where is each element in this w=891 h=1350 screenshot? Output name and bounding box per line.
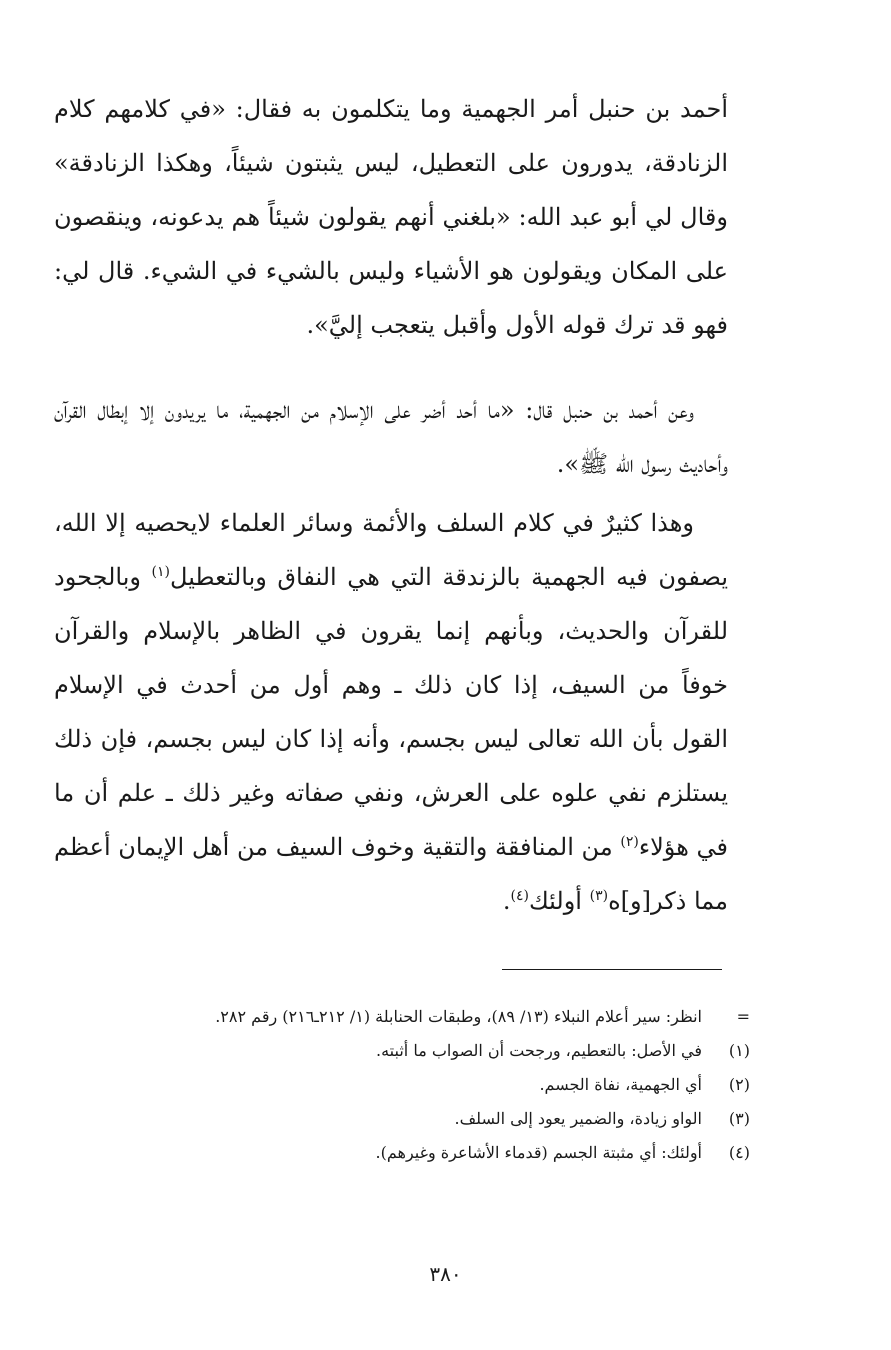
footnote-ref-1[interactable]: (١): [151, 564, 171, 580]
footnote-3: [70, 1102, 750, 1136]
paragraph-3-text-1: وهذا كثيرٌ في كلام السلف والأئمة وسائر العلماء لايحصيه إلا الله، يصفون فيه الجهمية بالزندقة التي هي النفاق وبالتعطيل: [54, 509, 729, 591]
footnote-number: (٢): [728, 1075, 750, 1094]
footnote-continuation: [70, 1000, 750, 1034]
footnote-4: [70, 1136, 750, 1170]
footnote-ref-3[interactable]: (٣): [589, 888, 609, 904]
footnote-text: أي الجهمية، نفاة الجسم.: [539, 1075, 702, 1094]
footnote-text: انظر: سير أعلام النبلاء (١٣/ ٨٩)، وطبقات الحنابلة (١/ ٢١٢ـ٢١٦) رقم ٢٨٢.: [215, 1007, 702, 1026]
footnote-ref-2[interactable]: (٢): [620, 834, 639, 850]
paragraph-3-text-2: وبالجحود للقرآن والحديث، وبأنهم إنما يقرون في الظاهر بالإسلام والقرآن خوفاً من السيف، إذا كان ذلك ـ وهم أول من أحدث في الإسلام القول بأن الله تعالى ليس بجسم، وأنه إذا كان ليس بجسم، فإن ذلك يستلزم نفي علوه على العرش، ونفي صفاته وغير ذلك ـ علم أن ما في هؤلاء: [54, 563, 728, 861]
paragraph-3-text-5: .: [502, 887, 511, 915]
footnote-ref-4[interactable]: (٤): [510, 888, 529, 904]
footnote-number: (٣): [728, 1109, 750, 1128]
footnote-number: (١): [728, 1041, 750, 1060]
paragraph-2: وعن أحمد بن حنبل قال: «ما أحد أضر على الإسلام من الجهمية، ما يريدون إلا إبطال القرآن وأحاديث رسول الله ﷺ».: [54, 396, 728, 478]
footnote-text: الواو زيادة، والضمير يعود إلى السلف.: [454, 1109, 702, 1128]
footnotes: [70, 1000, 750, 1170]
paragraph-3-text-3: من المنافقة والتقية وخوف السيف من أهل الإيمان أعظم مما ذكر[و]ه: [54, 833, 728, 915]
footnote-text: أولئك: أي مثبتة الجسم (قدماء الأشاعرة وغيرهم).: [375, 1143, 702, 1162]
paragraph-1: أحمد بن حنبل أمر الجهمية وما يتكلمون به فقال: «في كلامهم كلام الزنادقة، يدورون على التعطيل، ليس يثبتون شيئاً، وهكذا الزنادقة» وقال لي أبو عبد الله: «بلغني أنهم يقولون شيئاً هم يدعونه، وينقصون على المكان ويقولون هو الأشياء وليس بالشيء في الشيء. قال لي: فهو قد ترك قوله الأول وأقبل يتعجب إليَّ».: [54, 95, 729, 339]
footnote-number: (٤): [728, 1143, 750, 1162]
page-number: ٣٨٠: [429, 1262, 462, 1286]
footnote-divider: [502, 969, 722, 970]
paragraph-3: [54, 496, 728, 928]
footnote-1: [70, 1034, 750, 1068]
paragraph-3-text-4: أولئك: [528, 887, 590, 915]
footnote-2: [70, 1068, 750, 1102]
footnote-text: في الأصل: بالتعطيم، ورجحت أن الصواب ما أثبته.: [376, 1041, 702, 1060]
footnote-marker: =: [736, 1007, 750, 1026]
